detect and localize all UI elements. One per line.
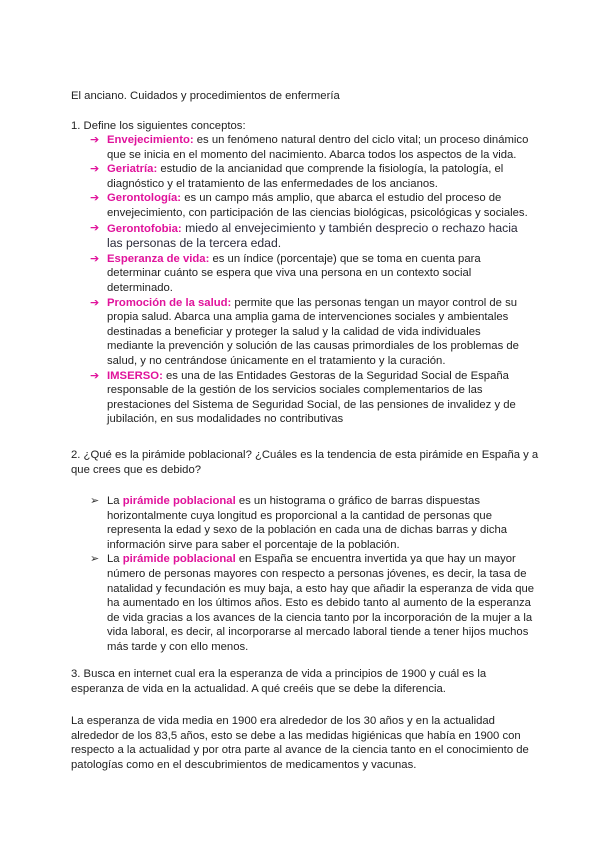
definition-text: miedo al envejecimiento y también desprecio o rechazo hacia las personas de la tercera edad. [107, 220, 518, 251]
question-3: 3. Busca en internet cual era la esperanza de vida a principios de 1900 y cuál es la esperanza de vida en la actualidad. A qué creéis que se debe la diferencia. [71, 668, 487, 695]
answer-text: en España se encuentra invertida ya que hay un mayor número de personas mayores con respecto a personas jóvenes, es decir, la tasa de natalidad y fecundación es muy baja, a esto hay que añadir la esperanza de vida que ha aumentado en los últimos años. Esto es debido tanto al aumento de la esperanza de vida gracias a los avances de la ciencia tanto por la incorporación de la mujer a la vida laboral, es decir, al incorporarse al mercado laboral tiende a tener hijos muchos más tarde y con ello menos. [107, 553, 535, 653]
answer-highlight: pirámide poblacional [122, 495, 236, 507]
definition-text: es un fenómeno natural dentro del ciclo vital; un proceso dinámico que se inicia en el momento del nacimiento. Abarca todos los aspectos de la vida. [107, 134, 529, 161]
definition-text: permite que las personas tengan un mayor control de su propia salud. Abarca una amplia gama de intervenciones sociales y ambientales destinadas a beneficiar y proteger la salud y la calidad de vida individuales mediante la prevención y solución de las causas primordiales de los problemas de salud, y no centrándose únicamente en el tratamiento y la curación. [107, 296, 519, 367]
arrow-bullet-icon: ➔ [90, 163, 100, 176]
definition-esperanza-de-vida [90, 252, 530, 296]
answers-2-list [90, 494, 535, 655]
definition-text: es un índice (porcentaje) que se toma en cuenta para determinar cuánto se espera que viva una persona en un contexto social determinado. [107, 252, 481, 294]
arrow-bullet-icon: ➔ [90, 296, 100, 309]
definition-text: es un campo más amplio, que abarca el estudio del proceso de envejecimiento, con participación de las ciencias biológicas, psicológicas y sociales. [107, 192, 528, 219]
arrow-bullet-icon: ➔ [90, 192, 100, 205]
answer-3: La esperanza de vida media en 1900 era alrededor de los 30 años y en la actualidad alrededor de los 83,5 años, esto se debe a las medidas higiénicas que había en 1900 con respecto a la actualidad y por otra parte al avance de la ciencia tanto en el conocimiento de patologías como en el descubrimientos de medicamentos y vacunas. [71, 715, 529, 771]
chevron-bullet-icon: ➢ [90, 495, 100, 507]
definition-term: Esperanza de vida: [107, 252, 210, 265]
definition-imserso [90, 369, 530, 427]
definition-term: Geriatría: [107, 163, 158, 176]
arrow-bullet-icon: ➔ [90, 221, 100, 234]
definition-term: Gerontología: [107, 192, 182, 205]
answer-text: es un histograma o gráfico de barras dispuestas horizontalmente cuya longitud es proporcional a la cantidad de personas que representa la edad y sexo de la población en cada una de dichas barras y dicha información sirve para saber el porcentaje de la población. [107, 495, 508, 551]
definition-gerontofobia [90, 221, 530, 252]
chevron-bullet-icon: ➢ [90, 553, 100, 566]
answer-2-item [90, 494, 535, 552]
definition-geriatria [90, 162, 530, 191]
question-1: 1. Define los siguientes conceptos: [71, 120, 246, 132]
definition-envejecimiento [90, 133, 530, 162]
definitions-list [90, 133, 530, 427]
definition-term: Envejecimiento: [107, 134, 194, 146]
arrow-bullet-icon: ➔ [90, 134, 100, 146]
definition-text: es una de las Entidades Gestoras de la Seguridad Social de España responsable de la gestión de los servicios sociales complementarios de las prestaciones del Sistema de Seguridad Social, de las pensiones de invalidez y de jubilación, en sus modalidades no contributivas [107, 369, 516, 426]
answer-2-item [90, 552, 535, 654]
definition-text: estudio de la ancianidad que comprende la fisiología, la patología, el diagnóstico y el tratamiento de las enfermedades de los ancianos. [107, 163, 504, 190]
definition-promocion-salud [90, 296, 530, 369]
definition-gerontologia [90, 191, 530, 220]
definition-term: Promoción de la salud: [107, 296, 232, 309]
answer-prefix: La [107, 553, 123, 566]
definition-term: IMSERSO: [107, 369, 163, 382]
arrow-bullet-icon: ➔ [90, 252, 100, 265]
question-2: 2. ¿Qué es la pirámide poblacional? ¿Cuáles es la tendencia de esta pirámide en España y a que crees que es debido? [71, 449, 539, 476]
definition-term: Gerontofobia: [107, 222, 182, 235]
answer-highlight: pirámide poblacional [122, 553, 236, 566]
document-title: El anciano. Cuidados y procedimientos de enfermería [71, 90, 340, 102]
arrow-bullet-icon: ➔ [90, 369, 100, 382]
answer-prefix: La [107, 495, 123, 507]
